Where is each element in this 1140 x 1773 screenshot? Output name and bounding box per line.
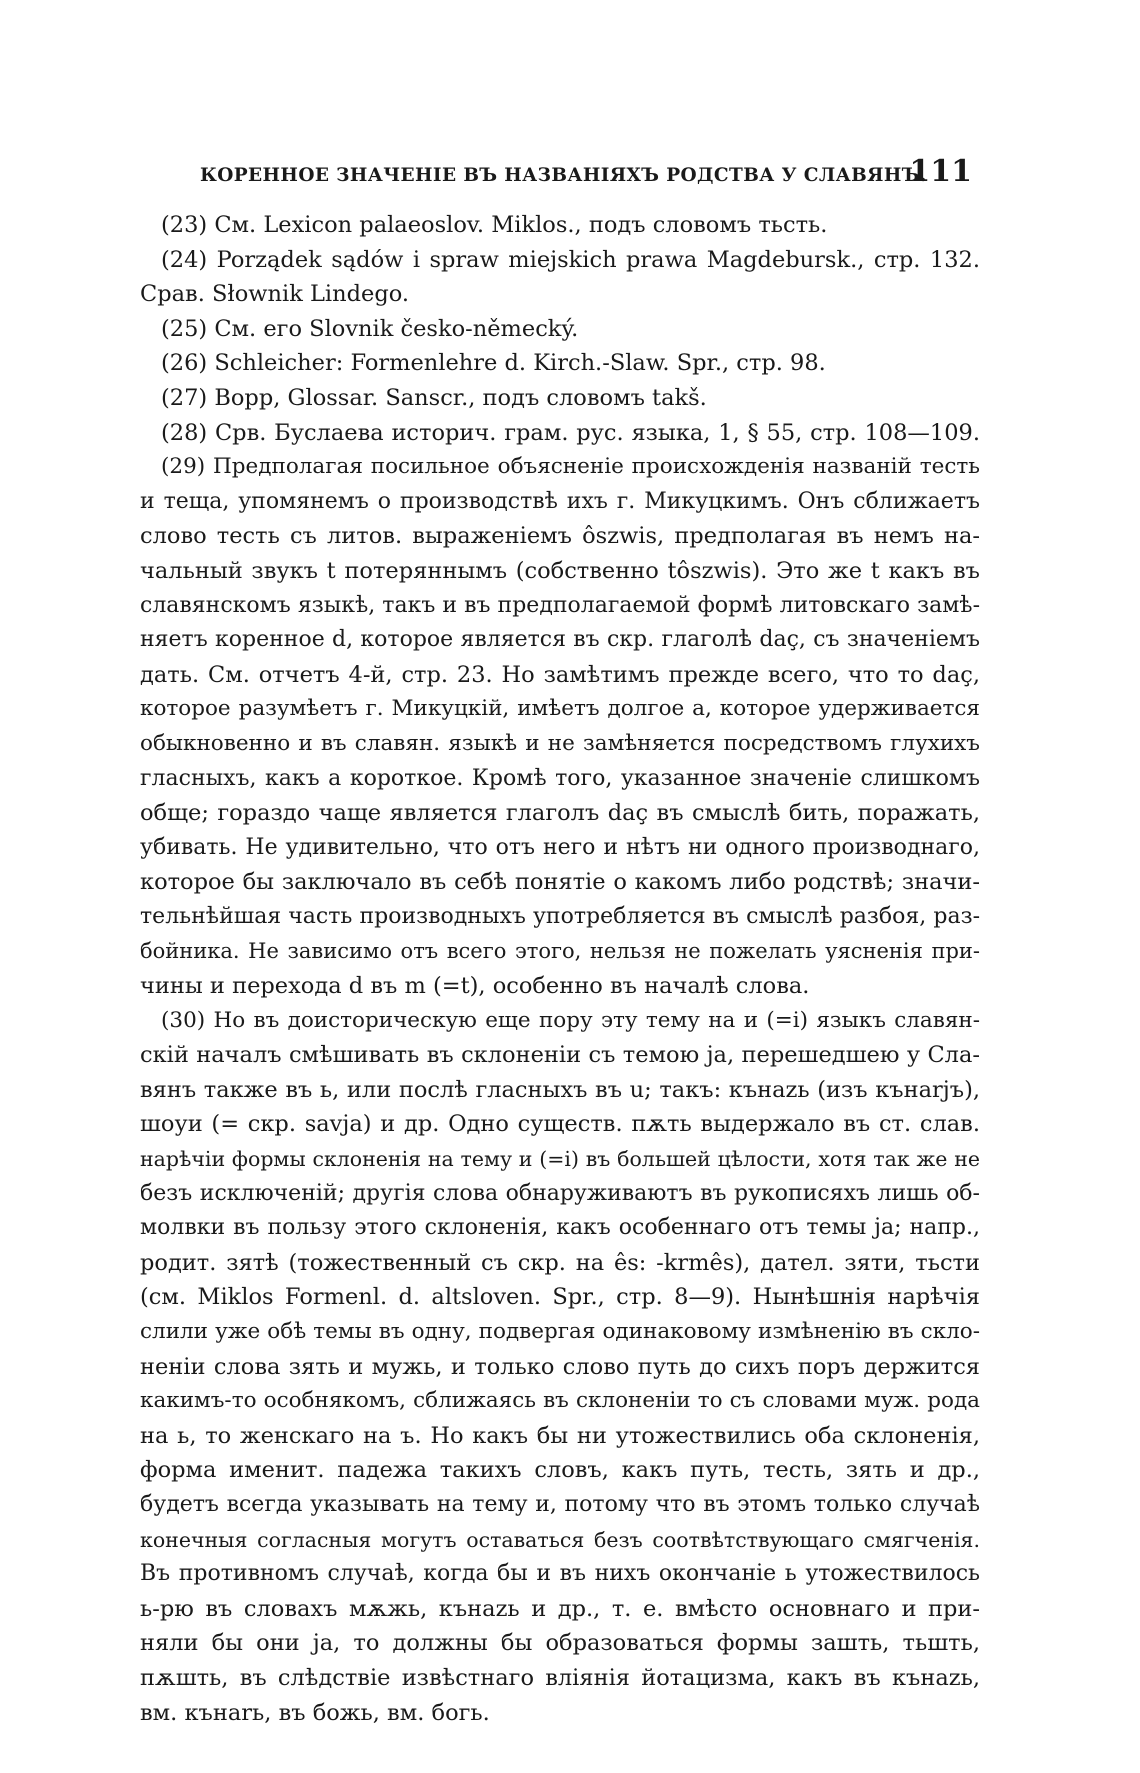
text-line: на ь, то женскаго на ъ. Но какъ бы ни утожествились оба склоненія, <box>140 1422 980 1449</box>
running-title: КОРЕННОЕ ЗНАЧЕНІЕ ВЪ НАЗВАНІЯХЪ РОДСТВА У СЛАВЯНЪ. <box>200 165 927 186</box>
text-line: (30) Но въ доисторическую еще пору эту тему на и (=i) языкъ славян- <box>161 1007 980 1033</box>
text-line: молвки въ пользу этого склоненія, какъ особеннаго отъ темы ja; напр., <box>140 1215 980 1241</box>
text-line: которое бы заключало въ себѣ понятіе о какомъ либо родствѣ; значи- <box>140 869 980 896</box>
text-line: скій началъ смѣшивать въ склоненіи съ темою ja, перешедшею у Сла- <box>140 1042 980 1069</box>
text-line: няли бы они ja, то должны бы образоваться формы зашть, тьшть, <box>140 1630 980 1657</box>
text-line: которое разумѣетъ г. Микуцкій, имѣетъ долгое a, которое удерживается <box>140 696 980 722</box>
text-line: вм. кънarь, въ божь, вм. богь. <box>140 1699 490 1726</box>
text-line: (23) См. Lexicon palaeoslov. Miklos., подъ словомъ тьсть. <box>161 212 828 238</box>
text-line: (26) Schleicher: Formenlehre d. Kirch.-Slaw. Spr., стр. 98. <box>161 350 826 377</box>
text-line: славянскомъ языкѣ, такъ и въ предполагаемой формѣ литовскаго замѣ- <box>140 592 980 618</box>
text-line: нарѣчіи формы склоненія на тему и (=i) въ большей цѣлости, хотя так же не <box>140 1147 980 1172</box>
text-line: обыкновенно и въ славян. языкѣ и не замѣняется посредствомъ глухихъ <box>140 730 980 756</box>
text-line: (24) Porządek sądów i spraw miejskich prawa Magdebursk., стр. 132. <box>161 246 980 273</box>
text-line: будетъ всегда указывать на тему и, потому что въ этомъ только случаѣ <box>140 1491 980 1517</box>
text-line: шоуи (= скр. savja) и др. Одно существ. пѫть выдержало въ ст. слав. <box>140 1111 980 1138</box>
text-line: гласныхъ, какъ а короткое. Кромѣ того, указанное значеніе слишкомъ <box>140 765 980 791</box>
text-line: Срав. Słownik Lindego. <box>140 281 410 308</box>
running-head <box>140 140 980 204</box>
text-line: родит. зятѣ (тожественный съ скр. на ês: -krmês), дател. зяти, тьсти <box>140 1249 980 1276</box>
text-line: ь-рю въ словахъ мѫжь, кънazь и др., т. е. вмѣсто основнаго и при- <box>140 1595 980 1622</box>
page-number: 111 <box>909 154 972 189</box>
text-line: (28) Срв. Буслаева историч. грам. рус. языка, 1, § 55, стр. 108—109. <box>161 419 980 446</box>
text-line: чины и перехода d въ m (=t), особенно въ началѣ слова. <box>140 973 810 1000</box>
text-line: пѫшть, въ слѣдствіе извѣстнаго вліянія йотацизма, какъ въ кънazь, <box>140 1664 980 1691</box>
text-line: чальный звукъ t потеряннымъ (собственно tôszwis). Это же t какъ въ <box>140 557 980 584</box>
text-line: безъ исключеній; другія слова обнаруживаютъ въ рукописяхъ лишь об- <box>140 1180 980 1206</box>
text-line: форма именит. падежа такихъ словъ, какъ путь, тесть, зять и др., <box>140 1457 980 1484</box>
text-line: неніи слова зять и мужь, и только слово путь до сихъ поръ держится <box>140 1353 980 1380</box>
text-line: Въ противномъ случаѣ, когда бы и въ нихъ окончаніе ь утожествилось <box>140 1561 980 1587</box>
footnotes-text <box>140 208 980 1730</box>
text-line: (29) Предполагая посильное объясненіе происхожденія названій тесть <box>161 454 980 480</box>
book-page <box>140 140 980 1730</box>
text-line: и теща, упомянемъ о производствѣ ихъ г. Микуцкимъ. Онъ сближаетъ <box>140 488 980 514</box>
text-line: слово тесть съ литов. выраженіемъ ôszwis, предполагая въ немъ на- <box>140 523 980 550</box>
text-line: вянъ также въ ь, или послѣ гласныхъ въ u; такъ: кънazь (изъ кънarjъ), <box>140 1076 980 1103</box>
text-line: слили уже обѣ темы въ одну, подвергая одинаковому измѣненію въ скло- <box>140 1319 980 1344</box>
text-line: бойника. Не зависимо отъ всего этого, нельзя не пожелать уясненія при- <box>140 939 980 964</box>
text-line: дать. См. отчетъ 4-й, стр. 23. Но замѣтимъ прежде всего, что то daç, <box>140 661 980 688</box>
text-line: тельнѣйшая часть производныхъ употребляется въ смыслѣ разбоя, раз- <box>140 903 980 929</box>
text-line: няетъ коренное d, которое является въ скр. глаголѣ daç, съ значеніемъ <box>140 627 980 653</box>
text-line: конечныя согласныя могутъ оставаться безъ соотвѣтствующаго смягченія. <box>140 1527 980 1552</box>
text-line: обще; гораздо чаще является глаголъ daç въ смыслѣ бить, поражать, <box>140 800 980 827</box>
text-line: (см. Miklos Formenl. d. altsloven. Spr., стр. 8—9). Нынѣшнія нарѣчія <box>140 1284 980 1311</box>
text-line: какимъ-то особнякомъ, сближаясь въ склоненіи то съ словами муж. рода <box>140 1388 980 1414</box>
text-line: убивать. Не удивительно, что отъ него и нѣтъ ни одного производнаго, <box>140 834 980 860</box>
text-line: (25) См. его Slovnik česko-německý. <box>161 315 579 342</box>
text-line: (27) Bopp, Glossar. Sanscr., подъ словомъ takš. <box>161 384 707 411</box>
